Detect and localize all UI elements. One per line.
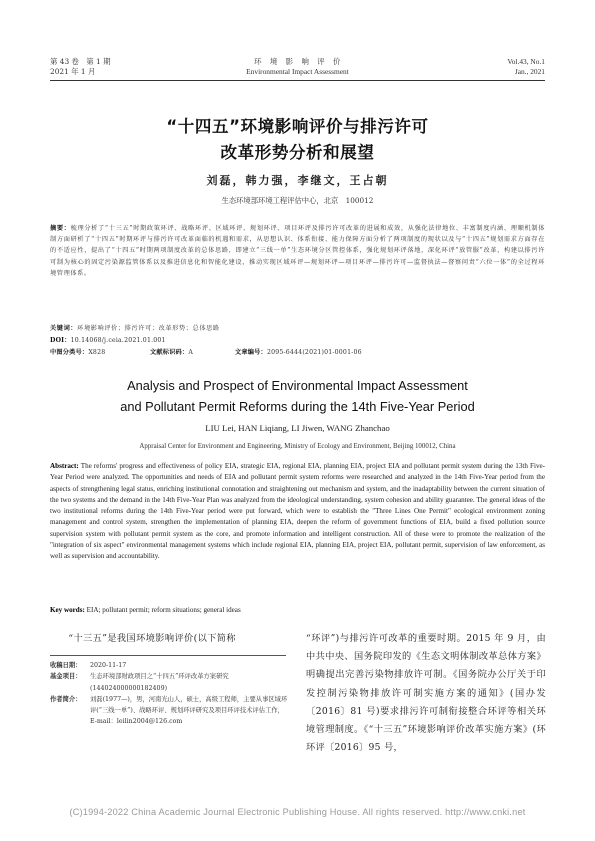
abstract-en-text: The reforms' progress and effectiveness of policy EIA, strategic EIA, regional EIA, planning EIA, project EIA and pollutant permit system during the 13th Five-Year Period were analyzed. The opportunities and needs of EIA and pollutant permit system reforms were researched and analyzed in the 14th Five-Year period from the aspects of strengthening legal status, enriching institutional connotation and straightening out mechanism and system, and the inadaptability between the current situation of the two systems and the demand in the 14th Five-Year Plan was analyzed from the ideological understanding, system cohesion and ability guarantee. The general ideas of the two institutional reforms during the 14th Five-Year period were put forward, which were to establish the "Three Lines One Permit" ecological environment zoning management and control system, strengthen the implementation of planning EIA, deepen the reform of government functions of EIA, build a fixed pollution source supervision system with pollutant permit system as the core, and promote information and intelligent construction. All of these were to promote the realization of the "integration of six aspect" environmental management systems which include regional EIA, planning EIA, project EIA, pollutant permit, supervision of law enforcement, as well as supervision and accountability. bbox=[50, 462, 545, 561]
doc-code-label: 文献标识码： bbox=[150, 349, 189, 356]
abstract-en bbox=[50, 461, 545, 563]
intro-paragraph: “十三五”是我国环境影响评价(以下简称 bbox=[68, 633, 236, 644]
title-cn-line1: “十四五”环境影响评价与排污许可 bbox=[166, 117, 429, 136]
issue-date-en: Jan., 2021 bbox=[514, 67, 545, 76]
copyright-footer: (C)1994-2022 China Academic Journal Electronic Publishing House. All rights reserved. http://www.cnki.net bbox=[69, 807, 526, 817]
received-date: 收稿日期： 2020-11-17 bbox=[50, 662, 127, 669]
classification-row bbox=[50, 347, 545, 358]
keywords-en-label: Key words: bbox=[50, 606, 85, 614]
body-left-column bbox=[50, 630, 288, 648]
abstract-cn-text: 梳理分析了“十三五”时期政策环评、战略环评、区域环评、规划环评、项目环评及排污许可改革的进展和成效，从强化法律地位、丰富制度内涵、理顺机制体制方面研析了“十四五”时期环评与排污许可改革面临的机遇和需求，从思想认识、体系衔接、能力保障方面分析了两项制度的现状以及与“十四五”规划需求方面存在的不适应性，提出了“十四五”时期两项制度改革的总体思路，即建立“三线一单”生态环境分区管控体系，强化规划环评落地，深化环评“放管服”改革，构建以排污许可制为核心的固定污染源监管体系以及推进信息化和智能化建设，推动实现区域环评—规划环评—项目环评—排污许可—监督执法—督察问责“六位一体”的全过程环境管理体系。 bbox=[50, 225, 545, 277]
keywords-en bbox=[50, 605, 545, 616]
affiliation-cn: 生态环境部环境工程评估中心，北京 100012 bbox=[221, 196, 374, 205]
footnotes bbox=[50, 660, 288, 728]
abstract-cn-label: 摘要： bbox=[50, 225, 71, 232]
author-bio: 作者简介： 刘磊(1977—)，男，河南光山人，硕士，高级工程师，主要从事区域环评(“三线一单”)、战略环评、规划环评研究及项目环评技术评估工作，E-mail：leilin2004@126.com bbox=[50, 695, 288, 726]
abstract-en-label: Abstract: bbox=[50, 462, 79, 470]
affiliation-en: Appraisal Center for Environment and Engineering, Ministry of Ecology and Environment, Beijing 100012, China bbox=[139, 443, 456, 450]
footnote-rule bbox=[50, 655, 286, 656]
doi-link[interactable]: 10.14068/j.ceia.2021.01.001 bbox=[70, 337, 166, 344]
title-en-line1: Analysis and Prospect of Environmental Impact Assessment bbox=[127, 378, 468, 393]
keywords-cn bbox=[50, 323, 545, 334]
keywords-cn-text: 环境影响评价；排污许可；改革形势；总体思路 bbox=[77, 325, 220, 332]
vol-no-en: Vol.43, No.1 bbox=[507, 57, 545, 66]
doi-label: DOI： bbox=[50, 337, 71, 344]
abstract-cn bbox=[50, 223, 545, 279]
article-title-en bbox=[0, 375, 595, 417]
volume-issue: 第 43 卷 第 1 期 bbox=[50, 57, 111, 66]
title-cn-line2: 改革形势分析和展望 bbox=[220, 143, 375, 162]
authors-cn: 刘磊，韩力强，李继文，王占朝 bbox=[206, 174, 389, 187]
article-title-cn bbox=[0, 114, 595, 166]
doi bbox=[50, 335, 545, 346]
clc-value: X828 bbox=[88, 349, 106, 356]
fund-project: 基金项目： 生态环境部财政项目之“十四五”环评改革方案研究(144024000000182409) bbox=[50, 673, 229, 692]
article-no-value: 2095-6444(2021)01-0001-06 bbox=[266, 349, 362, 356]
title-en-line2: and Pollutant Permit Reforms during the 14th Five-Year Period bbox=[120, 399, 475, 414]
header-rule bbox=[50, 80, 545, 81]
doc-code-value: A bbox=[188, 349, 193, 356]
journal-name-cn: 环 境 影 响 评 价 bbox=[254, 57, 341, 66]
authors-en: LIU Lei, HAN Liqiang, LI Jiwen, WANG Zhanchao bbox=[205, 423, 390, 433]
body-right-column: “环评”)与排污许可改革的重要时期。2015 年 9 月，由中共中央、国务院印发的《生态文明体制改革总体方案》明确提出完善污染物排放许可制。《国务院办公厅关于印发控制污染物排放许可制实施方案的通知》(国办发〔2016〕81 号)要求排污许可制衔接整合环评等相关环境管理制度。《“十三五”环境影响评价改革实施方案》(环环评〔2016〕95 号， bbox=[306, 633, 546, 754]
issue-date-cn: 2021 年 1 月 bbox=[50, 67, 96, 76]
keywords-en-text: EIA; pollutant permit; reform situations; general ideas bbox=[84, 606, 241, 614]
keywords-cn-label: 关键词： bbox=[50, 325, 78, 332]
journal-name-en: Environmental Impact Assessment bbox=[246, 67, 349, 76]
clc-label: 中图分类号： bbox=[50, 349, 89, 356]
article-no-label: 文章编号： bbox=[235, 349, 267, 356]
journal-vol-en bbox=[395, 57, 545, 77]
